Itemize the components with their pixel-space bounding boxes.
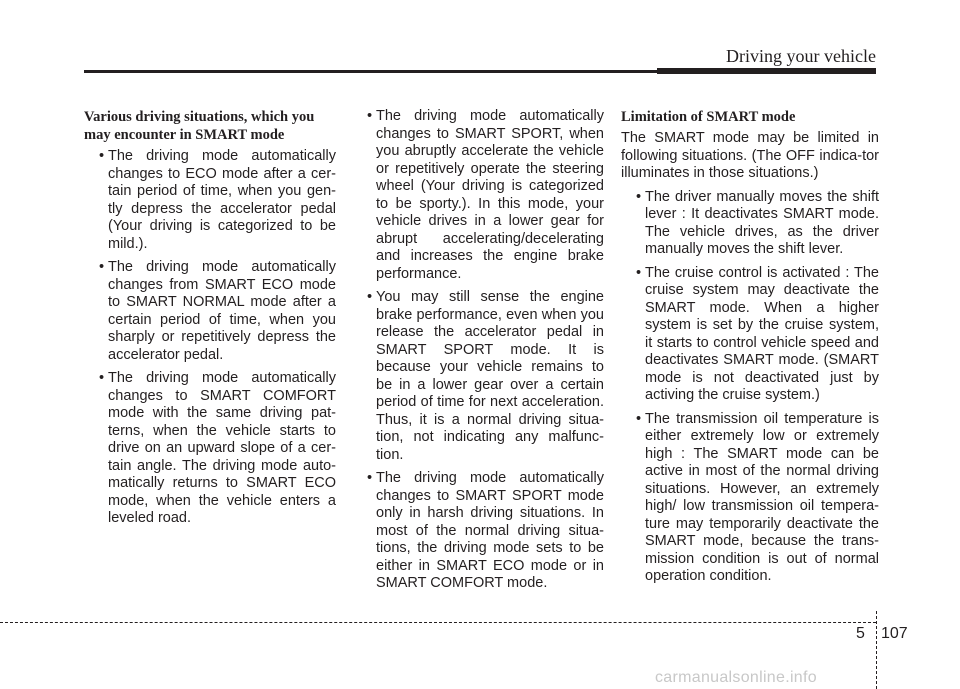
middle-bullet-list [352, 108, 604, 593]
bullet-icon: • [99, 370, 105, 386]
bullet-icon: • [636, 188, 642, 205]
bullet-icon: • [636, 410, 642, 427]
bullet-icon: • [99, 148, 105, 164]
list-item: • The driving mode automatically changes from SMART ECO mode to SMART NORMAL mode after a certain period of time, when you sharply or repetitively depress the accelerator pedal. [99, 259, 336, 363]
page-number: 107 [881, 625, 908, 642]
bullet-icon: • [367, 289, 373, 305]
driving-situations-heading: Various driving situations, which you may encounter in SMART mode [84, 109, 315, 143]
bullet-icon: • [367, 108, 373, 124]
header-rule-accent [657, 68, 876, 74]
list-item: • The cruise control is activated : The cruise system may deactivate the SMART mode. When a higher system is set by the cruise system, it starts to control vehicle speed and deactivates SMART mode. (SMART mode is not deactivated just by activing the cruise system.) [636, 264, 879, 403]
list-item: • The driving mode automatically changes to SMART SPORT, when you abruptly accelerate the vehicle or repetitively operate the steering wheel (Your driving is categorized to be sporty.). In this mode, your vehicle drives in a lower gear for abrupt accelerating/decelerating and increases the engine brake performance. [367, 108, 604, 282]
middle-column [352, 108, 604, 599]
list-item: • The transmission oil temperature is either extremely low or extremely high : The SMART mode can be active in most of the normal driving situations. However, an extremely high/ low transmission oil tempera-ture may temporarily deactivate the SMART mode, because the trans-mission condition is out of normal operation condition. [636, 410, 879, 584]
watermark-text: carmanualsonline.info [655, 669, 817, 686]
list-item: • The driving mode automatically changes to ECO mode after a cer-tain period of time, when you gen-tly depress the accelerator pedal (Your driving is categorized to be mild.). [99, 148, 336, 252]
footer-rule [0, 622, 876, 623]
list-item: • The driving mode automatically changes to SMART COMFORT mode with the same driving pat-terns, when the vehicle starts to drive on an upward slope of a cer-tain angle. The driving mode auto-matically returns to SMART ECO mode, when the vehicle enters a leveled road. [99, 370, 336, 526]
right-bullet-list [621, 189, 879, 586]
list-item: • You may still sense the engine brake performance, even when you release the accelerator pedal in SMART SPORT mode. It is because your vehicle remains to be in a lower gear over a certain period of time for next acceleration. Thus, it is a normal driving situa-tion, not indicating any malfunc-tion. [367, 289, 604, 463]
list-item: • The driving mode automatically changes to SMART SPORT mode only in harsh driving situations. In most of the normal driving situa-tions, the driving mode sets to be either in SMART ECO mode or in SMART COMFORT mode. [367, 470, 604, 591]
list-item: • The driver manually moves the shift lever : It deactivates SMART mode. The vehicle drives, as the driver manually moves the shift lever. [636, 188, 879, 257]
limitation-intro: The SMART mode may be limited in following situations. (The OFF indica-tor illuminates in those situations.) [621, 130, 879, 181]
right-column [621, 108, 879, 592]
footer-divider [876, 611, 877, 689]
left-bullet-list [84, 148, 336, 528]
chapter-number: 5 [856, 625, 865, 642]
bullet-icon: • [99, 259, 105, 275]
bullet-icon: • [367, 470, 373, 486]
left-column [84, 108, 336, 534]
section-title: Driving your vehicle [726, 46, 876, 66]
bullet-icon: • [636, 264, 642, 281]
limitation-heading: Limitation of SMART mode [621, 109, 796, 125]
